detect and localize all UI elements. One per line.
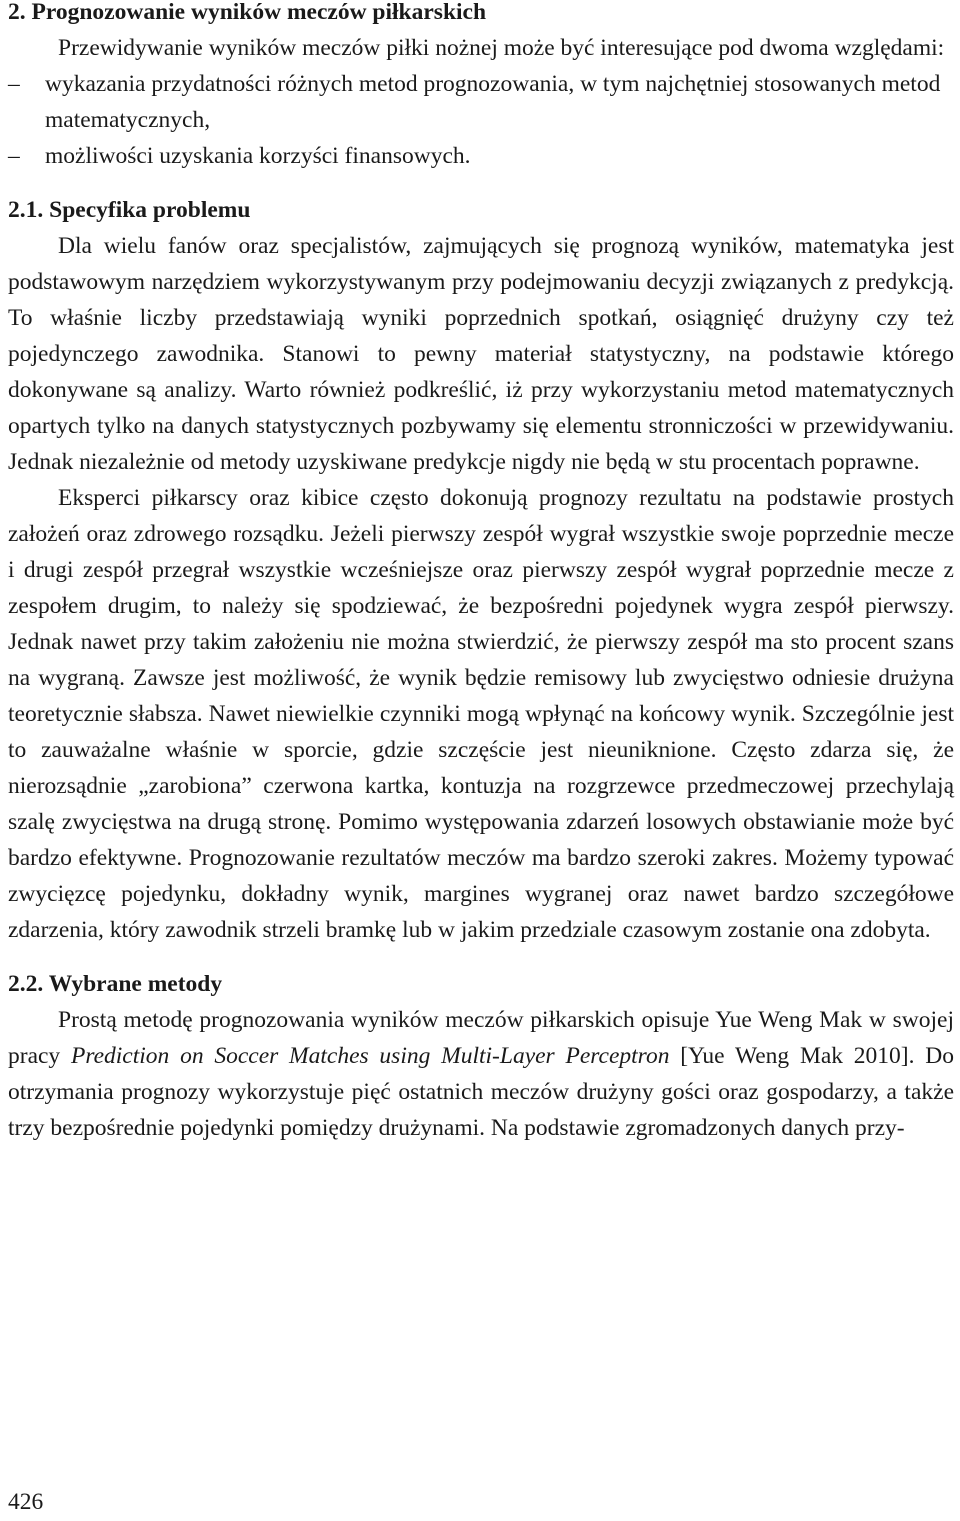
document-page (8, 0, 954, 1146)
subsection-heading-1 (8, 192, 954, 228)
subsection-number: 2.1. (8, 197, 44, 223)
section-intro: Przewidywanie wyników meczów piłki nożnej może być interesujące pod dwoma względami: (58, 35, 945, 61)
list-item: – wykazania przydatności różnych metod prognozowania, w tym najchętniej stosowanych metod matematycznych, (45, 66, 954, 138)
subsection-number: 2.2. (8, 971, 44, 997)
subsection-title: Wybrane metody (48, 971, 223, 997)
subsection-title: Specyfika problemu (49, 197, 251, 223)
section-title: Prognozowanie wyników meczów piłkarskich (31, 0, 487, 25)
paragraph (8, 1002, 954, 1146)
paragraph-text: Prostą metodę prognozowania wyników meczów piłkarskich opisuje Yue Weng Mak w swojej pracy (8, 1007, 954, 1069)
section-number: 2. (8, 0, 26, 25)
list-item: – możliwości uzyskania korzyści finansowych. (45, 138, 954, 174)
cited-work-title: Prediction on Soccer Matches using Multi-Layer Perceptron (70, 1043, 670, 1069)
section-heading (8, 0, 954, 30)
bullet-list (8, 66, 954, 174)
paragraph: Dla wielu fanów oraz specjalistów, zajmujących się prognozą wyników, matematyka jest podstawowym narzędziem wykorzystywanym przy podejmowaniu decyzji związanych z predykcją. To właśnie liczby przedstawiają wyniki poprzednich spotkań, osiągnięć drużyny czy też pojedynczego zawodnika. Stanowi to pewny materiał statystyczny, na podstawie którego dokonywane są analizy. Warto również podkreślić, iż przy wykorzystaniu metod matematycznych opartych tylko na danych statystycznych pozbywamy się elementu stronniczości w przewidywaniu. Jednak niezależnie od metody uzyskiwane predykcje nigdy nie będą w stu procentach poprawne. (8, 233, 954, 475)
paragraph-text: [Yue Weng Mak 2010]. Do otrzymania prognozy wykorzystuje pięć ostatnich meczów drużyny gości oraz gospodarzy, a także trzy bezpośrednie pojedynki pomiędzy drużynami. Na podstawie zgromadzonych danych przy- (8, 1043, 954, 1141)
subsection-heading-2 (8, 966, 954, 1002)
page-number: 426 (8, 1489, 44, 1515)
paragraph: Eksperci piłkarscy oraz kibice często dokonują prognozy rezultatu na podstawie prostych założeń oraz zdrowego rozsądku. Jeżeli pierwszy zespół wygrał wszystkie swoje poprzednie mecze i drugi zespół przegrał wszystkie wcześniejsze oraz pierwszy zespół wygrał poprzednie mecze z zespołem drugim, to należy się spodziewać, że bezpośredni pojedynek wygra zespół pierwszy. Jednak nawet przy takim założeniu nie można stwierdzić, że pierwszy zespół ma sto procent szans na wygraną. Zawsze jest możliwość, że wynik będzie remisowy lub zwycięstwo odniesie drużyna teoretycznie słabsza. Nawet niewielkie czynniki mogą wpłynąć na końcowy wynik. Szczególnie jest to zauważalne właśnie w sporcie, gdzie szczęście jest nieuniknione. Często zdarza się, że nierozsądnie „zarobiona” czerwona kartka, kontuzja na rozgrzewce przedmeczowej przechylają szalę zwycięstwa na drugą stronę. Pomimo występowania zdarzeń losowych obstawianie może być bardzo efektywne. Prognozowanie rezultatów meczów ma bardzo szeroki zakres. Możemy typować zwycięzcę pojedynku, dokładny wynik, margines wygranej oraz nawet bardzo szczegółowe zdarzenia, który zawodnik strzeli bramkę lub w jakim przedziale czasowym zostanie ona zdobyta. (8, 485, 954, 943)
